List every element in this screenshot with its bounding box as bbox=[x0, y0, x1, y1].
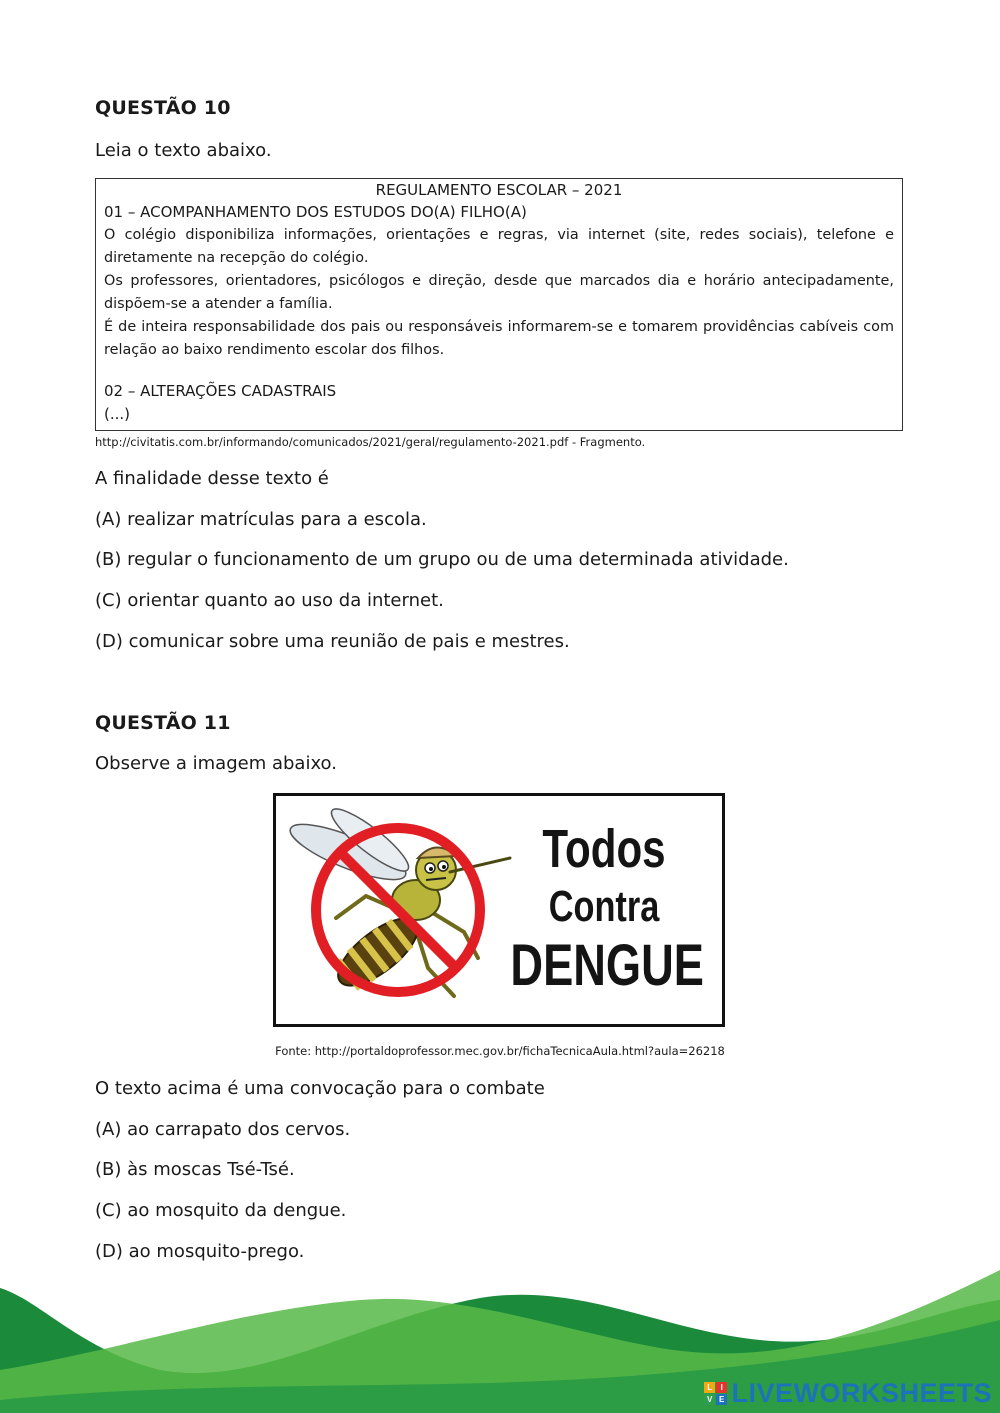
logo-letter-l: L bbox=[704, 1382, 715, 1393]
regulation-section-1: 01 – ACOMPANHAMENTO DOS ESTUDOS DO(A) FILHO(A) bbox=[104, 203, 527, 221]
logo-letter-v: V bbox=[704, 1394, 715, 1405]
regulation-paragraph-2: Os professores, orientadores, psicólogos e direção, desde que marcados dia e horário antecipadamente, dispõem-se a atender a família. bbox=[104, 273, 894, 312]
question-10-option-b[interactable]: (B) regular o funcionamento de um grupo ou de uma determinada atividade. bbox=[95, 549, 789, 570]
question-11-prompt: O texto acima é uma convocação para o combate bbox=[95, 1078, 545, 1099]
question-10-intro: Leia o texto abaixo. bbox=[95, 140, 272, 161]
brand-text: LIVEWORKSHEETS bbox=[731, 1378, 992, 1408]
question-11-source: Fonte: http://portaldoprofessor.mec.gov.br/fichaTecnicaAula.html?aula=26218 bbox=[275, 1044, 725, 1058]
regulation-title: REGULAMENTO ESCOLAR – 2021 bbox=[375, 181, 623, 199]
logo-letter-e: E bbox=[716, 1394, 727, 1405]
regulation-paragraph-3: É de inteira responsabilidade dos pais ou responsáveis informarem-se e tomarem providências cabíveis com relação ao baixo rendimento escolar dos filhos. bbox=[104, 319, 894, 358]
question-11-option-d[interactable]: (D) ao mosquito-prego. bbox=[95, 1241, 305, 1262]
question-10-prompt: A finalidade desse texto é bbox=[95, 468, 329, 489]
dengue-poster bbox=[273, 793, 725, 1027]
poster-line-contra: Contra bbox=[548, 882, 660, 931]
poster-line-dengue: DENGUE bbox=[510, 933, 704, 998]
liveworksheets-logo-icon bbox=[704, 1382, 727, 1405]
question-10-option-c[interactable]: (C) orientar quanto ao uso da internet. bbox=[95, 590, 444, 611]
question-11-option-c[interactable]: (C) ao mosquito da dengue. bbox=[95, 1200, 347, 1221]
question-11-title: QUESTÃO 11 bbox=[95, 712, 231, 734]
regulation-section-2: 02 – ALTERAÇÕES CADASTRAIS bbox=[104, 382, 337, 400]
question-10-source: http://civitatis.com.br/informando/comunicados/2021/geral/regulamento-2021.pdf - Fragmento. bbox=[95, 435, 646, 449]
no-mosquito-icon bbox=[278, 800, 518, 1020]
question-11-intro: Observe a imagem abaixo. bbox=[95, 753, 337, 774]
regulation-ellipsis: (...) bbox=[104, 405, 131, 423]
question-10-option-d[interactable]: (D) comunicar sobre uma reunião de pais e mestres. bbox=[95, 631, 570, 652]
regulation-paragraph-1: O colégio disponibiliza informações, orientações e regras, via internet (site, redes sociais), telefone e diretamente na recepção do colégio. bbox=[104, 227, 894, 266]
question-10-option-a[interactable]: (A) realizar matrículas para a escola. bbox=[95, 509, 427, 530]
logo-letter-i: I bbox=[716, 1382, 727, 1393]
question-10-title: QUESTÃO 10 bbox=[95, 97, 231, 119]
question-11-option-b[interactable]: (B) às moscas Tsé-Tsé. bbox=[95, 1159, 295, 1180]
question-11-option-a[interactable]: (A) ao carrapato dos cervos. bbox=[95, 1119, 351, 1140]
liveworksheets-brand[interactable] bbox=[704, 1378, 992, 1409]
poster-line-todos: Todos bbox=[542, 819, 666, 879]
regulation-box bbox=[95, 178, 903, 431]
